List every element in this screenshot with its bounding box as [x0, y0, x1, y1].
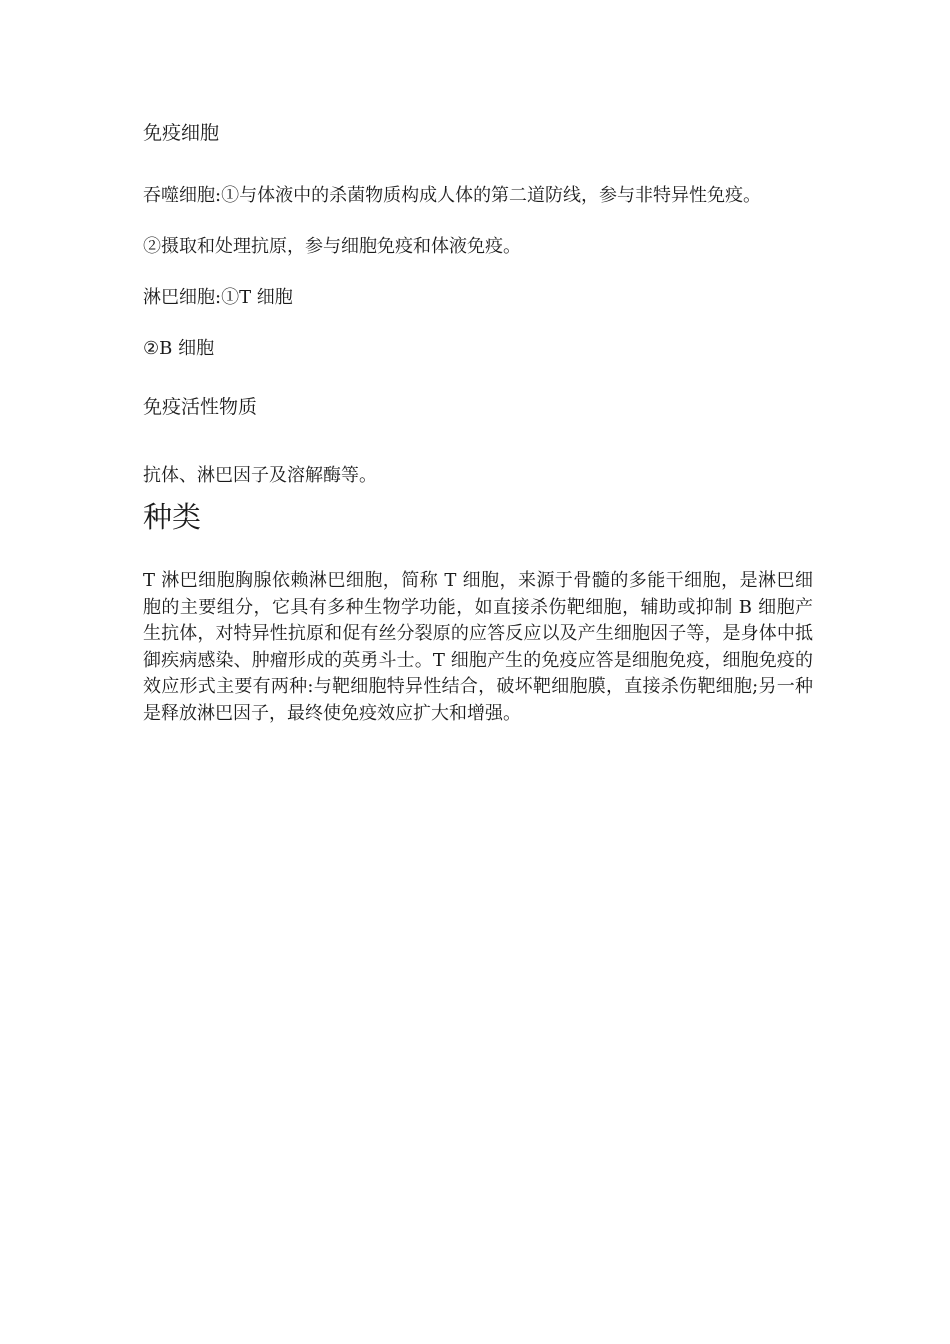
- heading-active-substances: 免疫活性物质: [143, 396, 258, 418]
- lymphocyte-line-2: ②B 细胞: [143, 338, 215, 359]
- active-substances-text: 抗体、淋巴因子及溶解酶等。: [143, 465, 377, 486]
- phagocyte-line-2: ②摄取和处理抗原，参与细胞免疫和体液免疫。: [143, 236, 521, 257]
- phagocyte-line-1: 吞噬细胞:①与体液中的杀菌物质构成人体的第二道防线，参与非特异性免疫。: [143, 185, 762, 206]
- types-paragraph: T 淋巴细胞胸腺依赖淋巴细胞，简称 T 细胞，来源于骨髓的多能干细胞，是淋巴细胞的主要组分，它具有多种生物学功能，如直接杀伤靶细胞，辅助或抑制 B 细胞产生抗体，对特异性抗原和促有丝分裂原的应答反应以及产生细胞因子等，是身体中抵御疾病感染、肿瘤形成的英勇斗士。T 细胞产生的免疫应答是细胞免疫，细胞免疫的效应形式主要有两种:与靶细胞特异性结合，破坏靶细胞膜，直接杀伤靶细胞;另一种是释放淋巴因子，最终使免疫效应扩大和增强。: [143, 570, 813, 724]
- heading-types: 种类: [143, 500, 202, 534]
- heading-immune-cells: 免疫细胞: [143, 122, 220, 144]
- lymphocyte-line-1: 淋巴细胞:①T 细胞: [143, 287, 293, 308]
